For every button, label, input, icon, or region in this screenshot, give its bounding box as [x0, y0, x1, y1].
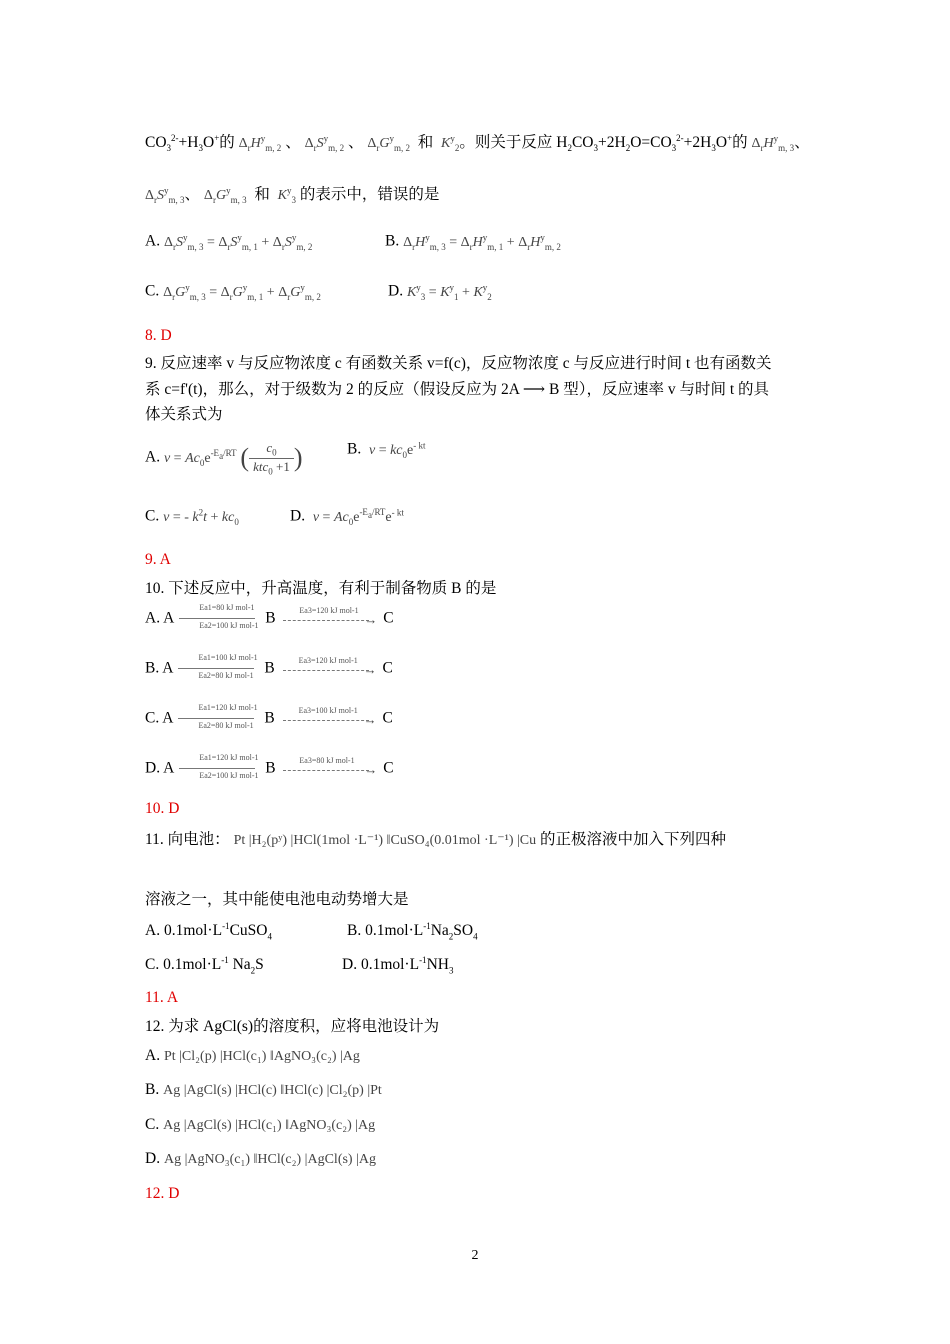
q11-option-b: B. $0.1mol\cdot L^{-1}Na_2SO_4$ — [347, 921, 478, 942]
q9-option-c: C. v = - $k^2t + kc_0$ — [145, 507, 239, 527]
q9-line3: 体关系式为 — [145, 406, 223, 423]
q9-answer: 9. A — [145, 551, 171, 568]
q10-option-d: D. A Ea1=120 kJ mol-1 Ea2=100 kJ mol-1 B Ea3=80 kJ mol-1 → C — [145, 753, 394, 780]
q11-option-a: A. $0.1mol\cdot L^{-1}CuSO_4$ — [145, 921, 272, 942]
q7-option-c: C. $\Delta_rG^y_{m, 3} = \Delta_rG^y_{m, 1} + \Delta_rG^y_{m, 2}$ — [145, 282, 321, 302]
q10-stem: 10. 下述反应中，升高温度，有利于制备物质 B 的是 — [145, 580, 497, 597]
q11-line2: 溶液之一，其中能使电池电动势增大是 — [145, 891, 409, 908]
q11-option-d: D. $0.1mol\cdot L^{-1}NH_3$ — [342, 955, 454, 976]
q12-option-a: A. Pt |Cl₂(p) |HCl(c₁) ‖AgNO₃(c₂) |Ag — [145, 1047, 360, 1064]
q11-answer: 11. A — [145, 989, 179, 1006]
page-number: 2 — [471, 1248, 479, 1263]
q9-line1: 9. 反应速率 v 与反应物浓度 c 有函数关系 v=f(c)，反应物浓度 c 与反应进行时间 t 也有函数关 — [145, 355, 772, 372]
q11-line1: 11. 向电池： Pt |H₂(pʸ) |HCl(1mol ·L⁻¹) ‖CuSO₄(0.01mol ·L⁻¹) |Cu 的正极溶液中加入下列四种 — [145, 831, 727, 848]
q8-answer: 8. D — [145, 327, 172, 344]
q9-option-a: A. $v = Ac_0e^{-E_a/RT}$ ( $\frac{c_0}{ktc_0 +1}$ ) — [145, 440, 303, 477]
q9-option-d: D. $v = Ac_0e^{-E_a/RT}e^{- kt}$ — [290, 507, 404, 527]
q10-option-c: C. A Ea1=120 kJ mol-1 Ea2=80 kJ mol-1 B Ea3=100 kJ mol-1 → C — [145, 703, 393, 730]
q12-option-d: D. Ag |AgNO₃(c₁) ‖HCl(c₂) |AgCl(s) |Ag — [145, 1150, 377, 1167]
q7-option-b: B. $\Delta_rH^y_{m, 3} = \Delta_rH^y_{m, 1} + \Delta_rH^y_{m, 2}$ — [385, 232, 561, 252]
q11-option-c: C. $0.1mol\cdot L^{-1}$ $Na_2S$ — [145, 955, 264, 976]
q9-option-b: B. $v = kc_0e^{- kt}$ — [347, 440, 426, 460]
q12-option-b: B. Ag |AgCl(s) |HCl(c) ‖HCl(c) |Cl₂(p) |Pt — [145, 1081, 382, 1098]
q9-line2: 系 c=f'(t)，那么，对于级数为 2 的反应（假设反应为 2A ⟶ B 型），反应速率 v 与时间 t 的具 — [145, 381, 770, 398]
q12-answer: 12. D — [145, 1185, 180, 1202]
q12-stem: 12. 为求 AgCl(s)的溶度积，应将电池设计为 — [145, 1018, 440, 1035]
q7-line2: $\Delta_rS^y_{m, 3}$、 $\Delta_rG^y_{m, 3}$ 和 $K^y_3$ 的表示中，错误的是 — [145, 185, 440, 205]
q10-option-a: A. A Ea1=80 kJ mol-1 Ea2=100 kJ mol-1 B Ea3=120 kJ mol-1 → C — [145, 603, 394, 630]
q7-line1: $CO_3^{2-}+H_3O^+$的 $\Delta_rH^y_{m, 2}$ 、 $\Delta_rS^y_{m, 2}$ 、 $\Delta_rG^y_{m, 2}$ 和 $K^y_2$。则关于反应 $H_2CO_3+2H_2O=CO_3^{2-}+2H_3O^+$的 $\Delta_rH^y_{m, 3}$、 — [145, 132, 810, 154]
q7-option-d: D. $K^y_3 = K^y_1 + K^y_2$ — [388, 282, 492, 302]
q10-option-b: B. A Ea1=100 kJ mol-1 Ea2=80 kJ mol-1 B Ea3=120 kJ mol-1 → C — [145, 653, 393, 680]
q10-answer: 10. D — [145, 800, 180, 817]
q7-option-a: A. $\Delta_rS^y_{m, 3} = \Delta_rS^y_{m, 1} + \Delta_rS^y_{m, 2}$ — [145, 232, 313, 252]
q12-option-c: C. Ag |AgCl(s) |HCl(c₁) ‖AgNO₃(c₂) |Ag — [145, 1116, 376, 1133]
